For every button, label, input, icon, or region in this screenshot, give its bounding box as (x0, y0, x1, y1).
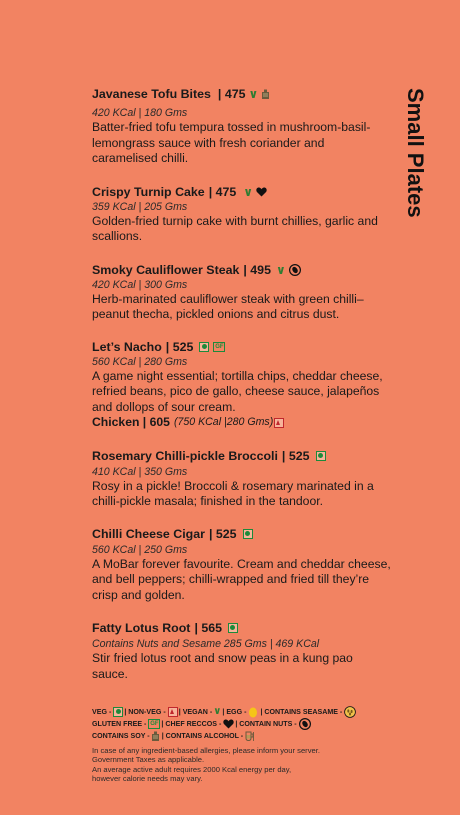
menu-item (92, 86, 392, 167)
item-name: Fatty Lotus Root (92, 621, 191, 635)
nonveg-icon (168, 707, 178, 717)
legend-egg-label: | EGG - (222, 708, 247, 716)
item-variant (92, 415, 392, 431)
veg-icon (113, 707, 123, 717)
legend-row (92, 718, 402, 730)
soy-icon (151, 731, 161, 742)
legend-row (92, 730, 402, 742)
item-header (92, 620, 392, 636)
item-header (92, 262, 392, 278)
nut-icon (289, 264, 301, 276)
item-meta: 560 KCal | 280 Gms (92, 355, 188, 368)
gluten-free-icon: GF (150, 721, 159, 727)
item-meta: 420 KCal | 300 Gms (92, 278, 188, 291)
gluten-free-icon: GF (215, 343, 224, 350)
calorie-note-cont: however calorie needs may vary. (92, 774, 203, 784)
item-meta: 410 KCal | 350 Gms (92, 465, 188, 478)
legend-soy-label: CONTAINS SOY - (92, 732, 150, 740)
vegan-icon: ∨ (248, 87, 259, 101)
item-price: | 525 (281, 448, 310, 463)
legend-chef-label: | CHEF RECCOS - (161, 720, 222, 728)
variant-meta: (750 KCal |280 Gms) (173, 416, 274, 428)
item-header (92, 339, 392, 355)
nut-icon (299, 718, 311, 730)
legend-alcohol-label: | CONTAINS ALCOHOL - (161, 732, 244, 740)
variant-name: Chicken | 605 (92, 415, 170, 429)
item-header (92, 526, 392, 542)
soy-icon (261, 89, 271, 100)
item-description: Stir fried lotus root and snow peas in a kung pao sauce. (92, 651, 353, 681)
item-price: | 475 (217, 87, 246, 101)
sesame-icon (344, 706, 356, 718)
item-description: Rosy in a pickle! Broccoli & rosemary marinated in a chilli-pickle masala; finished in the tandoor. (92, 478, 374, 508)
menu-item (92, 184, 392, 245)
calorie-note: An average active adult requires 2000 Kcal energy per day, (92, 764, 292, 774)
legend-gf-label: GLUTEN FREE - (92, 720, 147, 728)
item-meta: Contains Nuts and Sesame 285 Gms | 469 KCal (92, 638, 320, 650)
item-name: Rosemary Chilli-pickle Broccoli (92, 448, 278, 463)
item-meta: 420 KCal | 180 Gms (92, 107, 188, 119)
item-header (92, 184, 392, 200)
legend-nonveg-label: | NON-VEG - (124, 708, 166, 716)
menu-item (92, 262, 392, 323)
item-price: | 475 (208, 184, 237, 199)
tax-note: Government Taxes as applicable. (92, 755, 205, 765)
legend-sesame-label: | CONTAINS SEASAME - (260, 708, 343, 716)
vegan-icon: ∨ (275, 262, 286, 277)
alcohol-icon (245, 731, 257, 742)
menu-item (92, 620, 392, 682)
item-meta: 560 KCal | 250 Gms (92, 543, 188, 556)
item-description: A game night essential; tortilla chips, cheddar cheese, refried beans, pico de gallo, cheese sauce, jalapeños and dollops of sour cream. (92, 368, 383, 414)
legend-row (92, 706, 402, 718)
menu-list (92, 86, 392, 696)
veg-icon (243, 529, 253, 539)
section-title: Small Plates (403, 88, 428, 218)
allergy-note: In case of any ingredient-based allergies, please inform your server. (92, 746, 320, 755)
vegan-icon: ∨ (243, 184, 254, 199)
menu-item (92, 526, 392, 604)
menu-item (92, 448, 392, 510)
item-name: Javanese Tofu Bites (92, 87, 211, 101)
legend-vegan-label: | VEGAN - (178, 708, 213, 716)
chef-recco-heart-icon (223, 719, 234, 729)
legend-nuts-label: | CONTAIN NUTS - (235, 720, 297, 728)
vegan-icon: ∨ (213, 706, 222, 717)
veg-icon (316, 451, 326, 461)
item-header (92, 448, 392, 464)
veg-icon (199, 342, 209, 352)
item-name: Let’s Nacho (92, 339, 162, 354)
legend-veg-label: VEG - (92, 708, 112, 716)
dietary-legend (92, 706, 402, 742)
item-price: | 525 (165, 339, 194, 354)
item-header (92, 86, 392, 102)
item-description: Golden-fried turnip cake with burnt chillies, garlic and scallions. (92, 213, 378, 243)
item-price: | 495 (243, 262, 271, 277)
veg-icon (228, 623, 238, 633)
menu-item (92, 339, 392, 431)
egg-icon (248, 706, 258, 718)
item-meta: 359 KCal | 205 Gms (92, 200, 188, 213)
item-price: | 525 (208, 526, 237, 541)
chef-recco-heart-icon (256, 187, 267, 197)
item-name: Smoky Cauliflower Steak (92, 262, 240, 277)
nonveg-icon (274, 418, 284, 428)
disclaimer-notes (92, 746, 412, 784)
item-price: | 565 (194, 621, 223, 635)
item-name: Crispy Turnip Cake (92, 184, 205, 199)
item-description: Batter-fried tofu tempura tossed in mushroom-basil-lemongrass sauce with fresh coriander and caramelised chilli. (92, 120, 371, 165)
item-description: Herb-marinated cauliflower steak with green chilli–peanut thecha, pickled onions and citrus dust. (92, 291, 364, 321)
item-name: Chilli Cheese Cigar (92, 526, 205, 541)
item-description: A MoBar forever favourite. Cream and cheddar cheese, and bell peppers; chilli-wrapped and fried till they’re crisp and golden. (92, 556, 391, 602)
